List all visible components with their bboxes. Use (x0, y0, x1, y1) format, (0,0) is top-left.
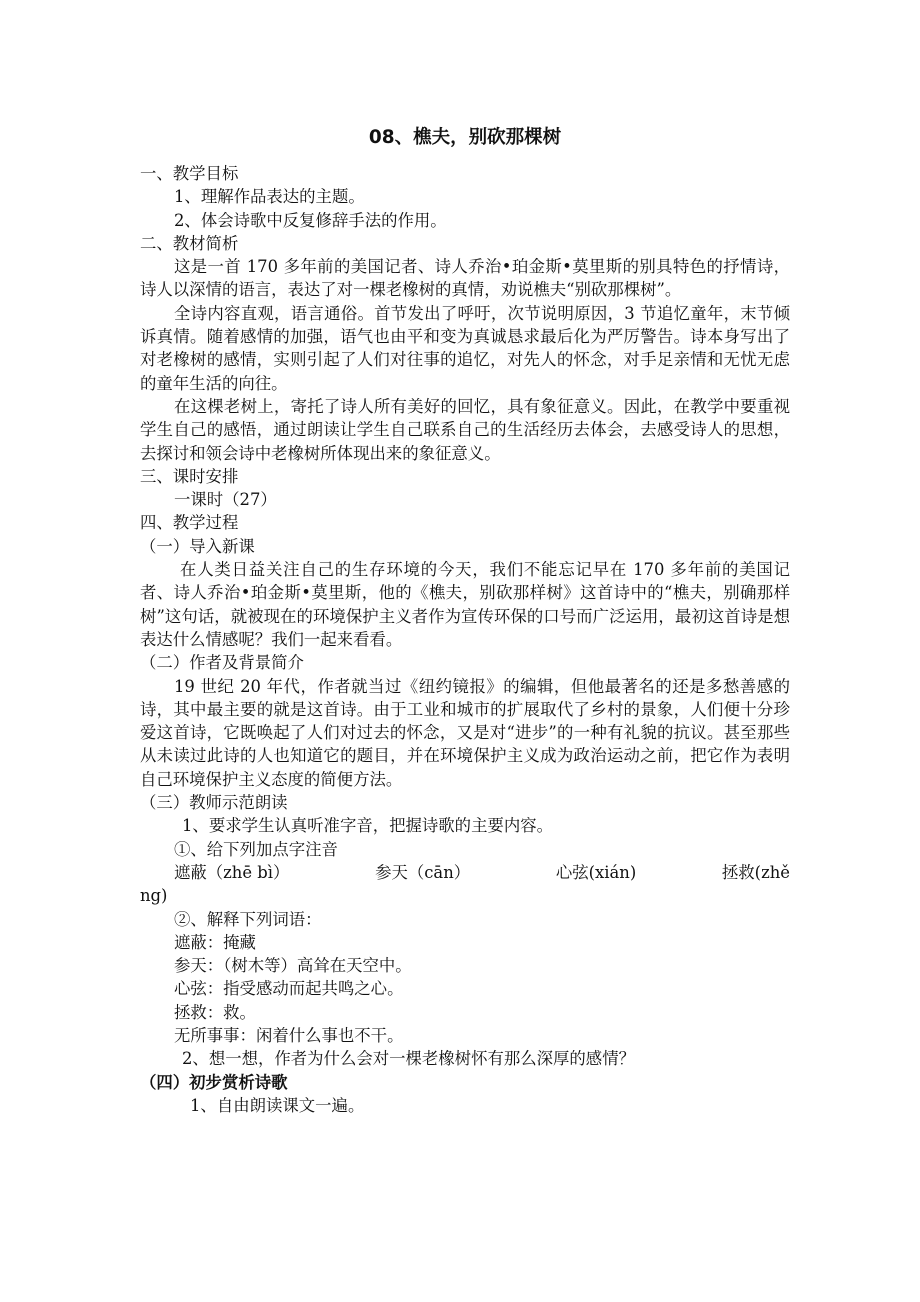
definition-item: 心弦：指受感动而起共鸣之心。 (174, 979, 404, 999)
document-page (140, 124, 790, 1117)
pinyin-word: 心弦(xián) (555, 862, 637, 882)
objective-item: 1、理解作品表达的主题。 (174, 187, 365, 207)
pinyin-word: 参天（cān） (375, 862, 471, 882)
task-item: 1、要求学生认真听准字音，把握诗歌的主要内容。 (182, 816, 554, 836)
definition-item: 遮蔽：掩藏 (174, 932, 256, 952)
pinyin-word: 拯救(zhě (721, 862, 790, 882)
question-item: ①、给下列加点字注音 (174, 839, 338, 859)
schedule-text: 一课时（27） (174, 490, 277, 510)
paragraph: 在这棵老树上，寄托了诗人所有美好的回忆，具有象征意义。因此，在教学中要重视学生自己的感悟，通过朗读让学生自己联系自己的生活经历去体会，去感受诗人的思想，去探讨和领会诗中老橡树所体现出来的象征意义。 (140, 396, 790, 463)
paragraph: 这是一首 170 多年前的美国记者、诗人乔治•珀金斯•莫里斯的别具特色的抒情诗，诗人以深情的语言，表达了对一棵老橡树的真情，劝说樵夫“别砍那棵树”。 (140, 257, 790, 300)
section-heading: 一、教学目标 (140, 164, 239, 183)
paragraph: 19 世纪 20 年代，作者就当过《纽约镜报》的编辑，但他最著名的还是多愁善感的诗，其中最主要的就是这首诗。由于工业和城市的扩展取代了乡村的景象，人们便十分珍爱这首诗，它既唤起了人们对过去的怀念，又是对“进步”的一种有礼貌的抗议。甚至那些从未读过此诗的人也知道它的题目，并在环境保护主义成为政治运动之前，把它作为表明自己环境保护主义态度的简便方法。 (140, 676, 790, 789)
document-title: 08、樵夫，别砍那棵树 (368, 127, 562, 148)
subsection-heading: （三）教师示范朗读 (140, 793, 288, 813)
section-heading: 二、教材简析 (140, 233, 239, 253)
task-item: 2、想一想，作者为什么会对一棵老橡树怀有那么深厚的感情？ (182, 1049, 635, 1069)
definition-item: 无所事事：闲着什么事也不干。 (174, 1025, 404, 1045)
paragraph: 全诗内容直观，语言通俗。首节发出了呼吁，次节说明原因，3 节追忆童年，末节倾诉真情。随着感情的加强，语气也由平和变为真诚恳求最后化为严厉警告。诗本身写出了对老橡树的感情，实则引起了人们对往事的追忆，对先人的怀念，对手足亲情和无忧无虑的童年生活的向往。 (140, 303, 790, 393)
objective-item: 2、体会诗歌中反复修辞手法的作用。 (174, 210, 447, 230)
subsection-heading: （二）作者及背景简介 (140, 653, 304, 673)
definition-item: 拯救：救。 (174, 1002, 256, 1022)
question-item: ②、解释下列词语： (174, 909, 322, 929)
paragraph: 在人类日益关注自己的生存环境的今天，我们不能忘记早在 170 多年前的美国记者、诗人乔治•珀金斯•莫里斯，他的《樵夫，别砍那样树》这首诗中的“樵夫，别确那样树”这句话，就被现在的环境保护主义者作为宣传环保的口号而广泛运用，最初这首诗是想表达什么情感呢？我们一起来看看。 (140, 560, 790, 649)
pinyin-row (140, 861, 790, 884)
definition-item: 参天：（树木等）高耸在天空中。 (174, 956, 412, 976)
pinyin-word: 遮蔽（zhē bì） (174, 862, 290, 882)
section-heading: 三、课时安排 (140, 466, 239, 486)
task-item: 1、自由朗读课文一遍。 (190, 1095, 365, 1115)
subsection-heading: （一）导入新课 (140, 536, 255, 556)
subsection-heading: （四）初步赏析诗歌 (140, 1072, 288, 1092)
pinyin-wrap: ng) (140, 886, 168, 906)
section-heading: 四、教学过程 (140, 513, 239, 533)
